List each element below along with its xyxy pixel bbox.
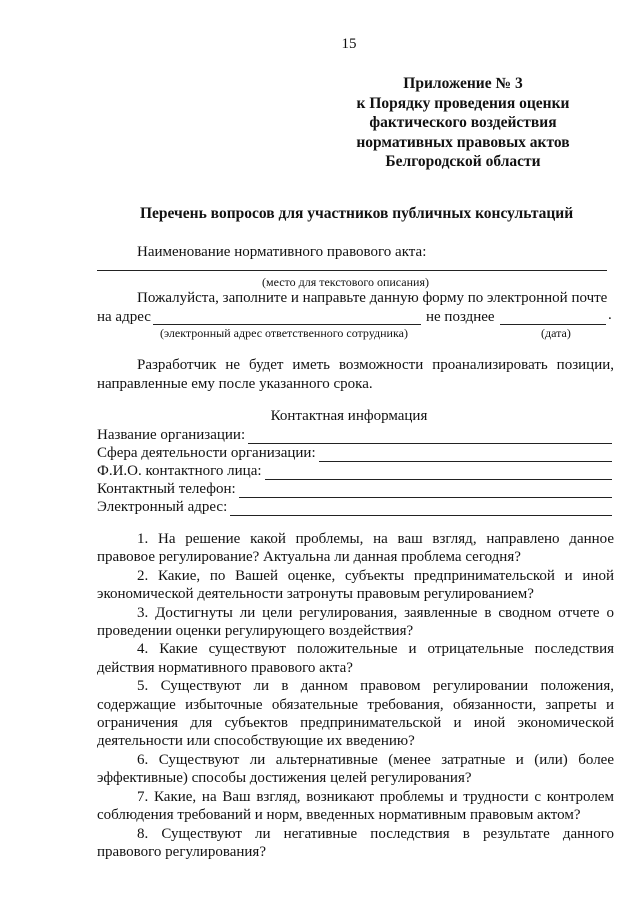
question-item [97,604,614,641]
appendix-header [338,74,588,172]
text-description-caption: (место для текстового описания) [262,275,429,289]
end-mark: . [608,307,612,323]
question-text: 1. На решение какой проблемы, на ваш взгляд, направлено данное правовое регулирование? Актуальна ли данная проблема сегодня? [97,531,614,566]
field-label: Название организации: [97,427,246,443]
field-label: Электронный адрес: [97,499,228,515]
contact-field-person [97,462,612,480]
appendix-line: Белгородской области [385,153,541,170]
question-text: 5. Существуют ли в данном правовом регулировании положения, содержащие избыточные обязательные требования, обязанности, запреты и ограничения для субъектов предпринимательской и иной экономической деятельности или способствующие их введению? [97,678,614,750]
contact-field-organization [97,426,612,444]
date-blank [500,324,606,325]
contact-heading: Контактная информация [270,408,428,424]
field-blank [265,465,612,480]
email-blank [153,324,421,325]
appendix-line: Приложение № 3 [403,75,523,92]
date-caption: (дата) [541,326,571,340]
question-item [97,788,614,825]
contact-field-email [97,498,612,516]
field-label: Сфера деятельности организации: [97,445,316,461]
contact-field-sphere [97,444,612,462]
deadline-label: не позднее [426,309,495,325]
question-item [97,677,614,751]
developer-note [97,356,614,394]
act-name-blank [97,270,607,271]
field-label: Контактный телефон: [97,481,236,497]
question-item [97,640,614,677]
field-blank [248,429,612,444]
questions-list [97,530,614,861]
question-text: 4. Какие существуют положительные и отрицательные последствия действия нормативного правового акта? [97,641,614,676]
field-blank [230,501,612,516]
developer-note-text: Разработчик не будет иметь возможности проанализировать позиции, направленные ему после указанного срока. [97,357,614,392]
field-blank [239,483,612,498]
address-prefix: на адрес [97,309,151,325]
question-item [97,751,614,788]
document-title: Перечень вопросов для участников публичных консультаций [140,205,574,222]
contact-field-phone [97,480,612,498]
appendix-line: фактического воздействия [369,114,557,131]
question-item [97,825,614,862]
question-text: 3. Достигнуты ли цели регулирования, заявленные в сводном отчете о проведении оценки регулирующего воздействия? [97,604,614,640]
question-text: 6. Существуют ли альтернативные (менее затратные и (или) более эффективные) способы достижения целей регулирования? [97,751,614,787]
field-blank [319,447,612,462]
question-text: 2. Какие, по Вашей оценке, субъекты предпринимательской и иной экономической деятельности затронуты правовым регулированием? [97,567,614,603]
act-name-label: Наименование нормативного правового акта: [137,244,427,260]
request-line: Пожалуйста, заполните и направьте данную форму по электронной почте [137,290,608,306]
question-text: 7. Какие, на Ваш взгляд, возникают проблемы и трудности с контролем соблюдения требований и норм, введенных нормативным правовым актом? [97,788,614,824]
question-item [97,567,614,604]
page-number: 15 [341,36,357,52]
email-caption: (электронный адрес ответственного сотрудника) [160,326,408,340]
field-label: Ф.И.О. контактного лица: [97,463,262,479]
question-item [97,530,614,567]
appendix-line: нормативных правовых актов [356,133,570,151]
appendix-line: к Порядку проведения оценки [356,94,570,112]
question-text: 8. Существуют ли негативные последствия в результате данного правового регулирования? [97,825,614,860]
